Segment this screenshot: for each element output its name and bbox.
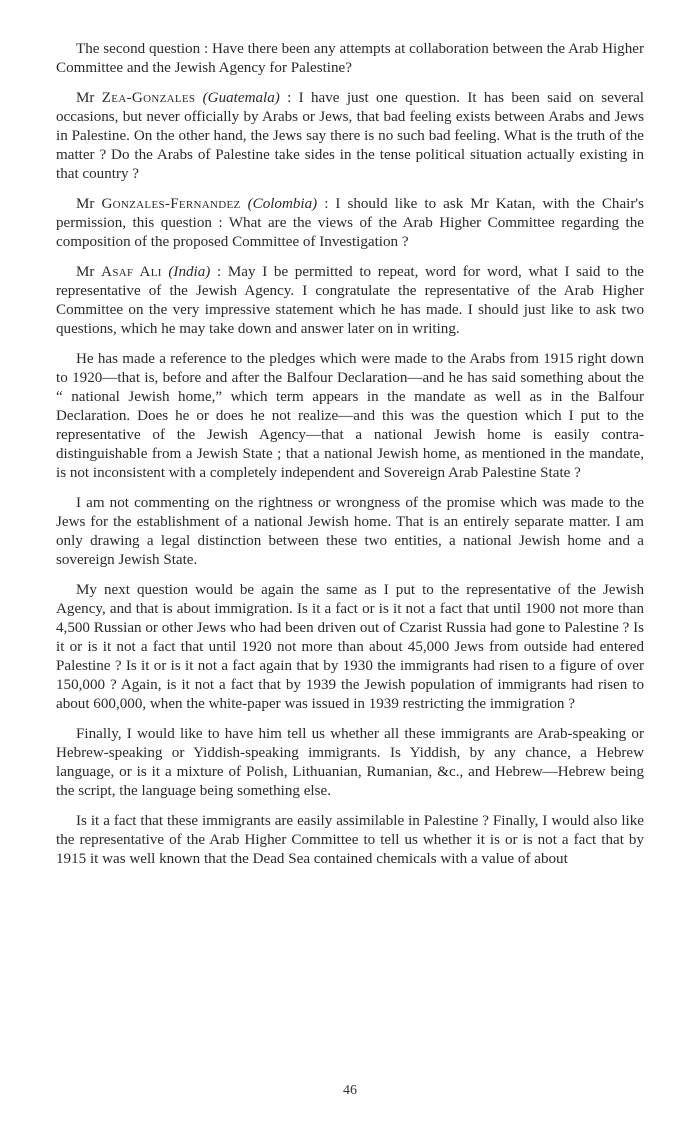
speaker-country: (India) — [168, 264, 211, 280]
speaker-country: (Guatemala) — [202, 90, 280, 106]
paragraph: He has made a reference to the pledges which were made to the Arabs from 1915 right down to 1920—that is, before and after the Balfour Declaration—and he has said something about the “ national Jewish home,” which term appears in the mandate as well as in the Balfour Declaration. Does he or does he not realize—and this was the question which I put to the representative of the Jewish Agency—that a national Jewish home is easily contra-distinguishable from a Jewish State ; that a national Jewish home, as mentioned in the mandate, is not inconsistent with a completely independent and Sovereign Arab Palestine State ? — [56, 351, 644, 481]
document-body — [56, 40, 644, 880]
paragraph: The second question : Have there been any attempts at collaboration between the Arab Higher Committee and the Jewish Agency for Palestine? — [56, 41, 644, 76]
paragraph-speaker: Mr Asaf Ali (India) : May I be permitted to repeat, word for word, what I said to the representative of the Jewish Agency. I congratulate the representative of the Arab Higher Committee on the very impressive statement which he has made. I should just like to ask two questions, which he may take down and answer later on in writing. — [56, 264, 644, 337]
speaker-name: Asaf Ali — [101, 264, 162, 280]
speaker-country: (Colombia) — [247, 196, 318, 212]
paragraph: I am not commenting on the rightness or wrongness of the promise which was made to the Jews for the establishment of a national Jewish home. That is an entirely separate matter. I am only drawing a legal distinction between these two entities, a national Jewish home and a sovereign Jewish State. — [56, 495, 644, 568]
paragraph-speaker: Mr Zea-Gonzales (Guatemala) : I have just one question. It has been said on several occasions, but never officially by Arabs or Jews, that bad feeling exists between Arabs and Jews in Palestine. On the other hand, the Jews say there is no such bad feeling. What is the truth of the matter ? Do the Arabs of Palestine take sides in the tense political situation actually existing in that country ? — [56, 90, 644, 182]
paragraph: Finally, I would like to have him tell us whether all these immigrants are Arab-speaking or Hebrew-speaking or Yiddish-speaking immigrants. Is Yiddish, by any chance, a Hebrew language, or is it a mixture of Polish, Lithuanian, Rumanian, &c., and Hebrew—Hebrew being the script, the language being something else. — [56, 726, 644, 799]
paragraph-speaker: Mr Gonzales-Fernandez (Colombia) : I should like to ask Mr Katan, with the Chair's permission, this question : What are the views of the Arab Higher Committee regarding the composition of the proposed Committee of Investigation ? — [56, 196, 644, 250]
speaker-name: Gonzales-Fernandez — [101, 196, 241, 212]
speaker-name: Zea-Gonzales — [101, 90, 196, 106]
paragraph: My next question would be again the same as I put to the representative of the Jewish Agency, and that is about immigration. Is it a fact or is it not a fact that until 1900 not more than 4,500 Russian or other Jews who had been driven out of Czarist Russia had gone to Palestine ? Is it or is it not a fact that until 1920 not more than about 45,000 Jews from outside had entered Palestine ? Is it or is it not a fact again that by 1930 the immigrants had risen to a figure of over 150,000 ? Again, is it not a fact that by 1939 the Jewish population of immigrants had risen to about 600,000, when the white-paper was issued in 1939 restricting the immigration ? — [56, 582, 644, 712]
paragraph: Is it a fact that these immigrants are easily assimilable in Palestine ? Finally, I would also like the representative of the Arab Higher Committee to tell us whether it is or is not a fact that by 1915 it was well known that the Dead Sea contained chemicals with a value of about — [56, 813, 644, 867]
page-number: 46 — [343, 1083, 357, 1098]
